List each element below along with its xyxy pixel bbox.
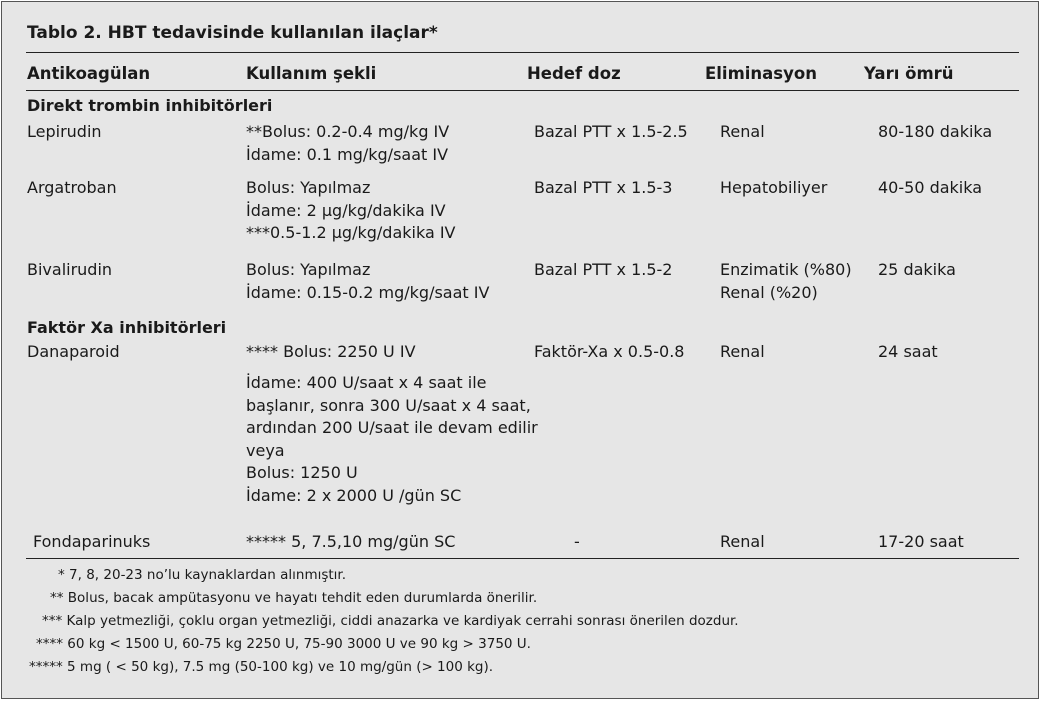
cell-half: 80-180 dakika bbox=[878, 122, 993, 141]
header-rule bbox=[26, 90, 1019, 91]
header-yari-omru: Yarı ömrü bbox=[864, 64, 954, 83]
footnote-1: * 7, 8, 20-23 no’lu kaynaklardan alınmıştır. bbox=[58, 567, 347, 583]
header-eliminasyon: Eliminasyon bbox=[705, 64, 817, 83]
header-antikoagulan: Antikoagülan bbox=[27, 64, 151, 83]
cell-drug: Fondaparinuks bbox=[33, 532, 151, 551]
cell-elim: Renal bbox=[720, 532, 765, 551]
cell-dose: Bazal PTT x 1.5-2 bbox=[534, 260, 673, 279]
cell-elim: Hepatobiliyer bbox=[720, 178, 828, 197]
cell-dose: Bazal PTT x 1.5-3 bbox=[534, 178, 673, 197]
cell-drug: Bivalirudin bbox=[27, 260, 113, 279]
footnote-5: ***** 5 mg ( < 50 kg), 7.5 mg (50-100 kg) ve 10 mg/gün (> 100 kg). bbox=[29, 659, 494, 675]
cell-half: 25 dakika bbox=[878, 260, 956, 279]
cell-use: ***** 5, 7.5,10 mg/gün SC bbox=[246, 532, 456, 551]
cell-half: 24 saat bbox=[878, 342, 938, 361]
cell-elim: Enzimatik (%80) Renal (%20) bbox=[720, 260, 852, 302]
cell-drug: Argatroban bbox=[27, 178, 117, 197]
group-factor-xa: Faktör Xa inhibitörleri bbox=[27, 318, 227, 337]
header-hedef-doz: Hedef doz bbox=[527, 64, 621, 83]
cell-drug: Lepirudin bbox=[27, 122, 102, 141]
group-direct-thrombin: Direkt trombin inhibitörleri bbox=[27, 96, 273, 115]
cell-use: Bolus: Yapılmaz İdame: 0.15-0.2 mg/kg/saat IV bbox=[246, 260, 490, 302]
header-kullanim: Kullanım şekli bbox=[246, 64, 377, 83]
cell-use: Bolus: Yapılmaz İdame: 2 µg/kg/dakika IV ***0.5-1.2 µg/kg/dakika IV bbox=[246, 178, 456, 242]
cell-half: 17-20 saat bbox=[878, 532, 964, 551]
cell-drug: Danaparoid bbox=[27, 342, 120, 361]
footnote-4: **** 60 kg < 1500 U, 60-75 kg 2250 U, 75-90 3000 U ve 90 kg > 3750 U. bbox=[36, 636, 531, 652]
footnote-3: *** Kalp yetmezliği, çoklu organ yetmezliği, ciddi anazarka ve kardiyak cerrahi sonrası önerilen dozdur. bbox=[42, 613, 739, 629]
cell-dose: Bazal PTT x 1.5-2.5 bbox=[534, 122, 688, 141]
cell-use: **Bolus: 0.2-0.4 mg/kg IV İdame: 0.1 mg/kg/saat IV bbox=[246, 122, 450, 164]
cell-dose: - bbox=[574, 532, 580, 551]
cell-dose: Faktör-Xa x 0.5-0.8 bbox=[534, 342, 685, 361]
bottom-rule bbox=[26, 558, 1019, 559]
cell-elim: Renal bbox=[720, 122, 765, 141]
table-panel bbox=[1, 1, 1039, 699]
footnote-2: ** Bolus, bacak ampütasyonu ve hayatı tehdit eden durumlarda önerilir. bbox=[50, 590, 538, 606]
table-title: Tablo 2. HBT tedavisinde kullanılan ilaçlar* bbox=[27, 23, 438, 43]
cell-half: 40-50 dakika bbox=[878, 178, 983, 197]
cell-use: **** Bolus: 2250 U IV bbox=[246, 342, 416, 361]
cell-use-continued: İdame: 400 U/saat x 4 saat ile başlanır, sonra 300 U/saat x 4 saat, ardından 200 U/saat ile devam edilir veya Bolus: 1250 U İdame: 2 x 2000 U /gün SC bbox=[246, 373, 538, 505]
top-rule bbox=[26, 52, 1019, 53]
cell-elim: Renal bbox=[720, 342, 765, 361]
